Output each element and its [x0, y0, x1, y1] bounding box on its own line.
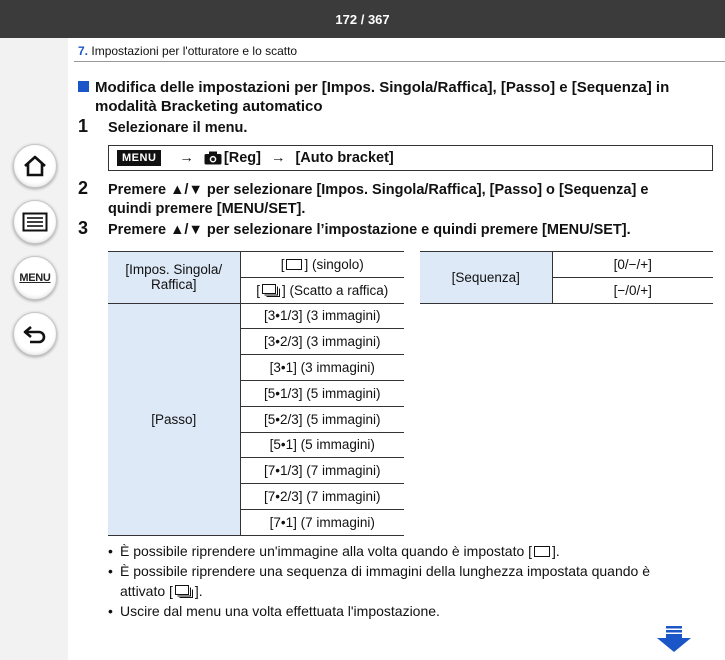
section-title-line1: Modifica delle impostazioni per [Impos. Singola/Raffica], [Passo] e [Sequenza] in: [95, 79, 670, 96]
note-1-text-b: ].: [552, 543, 560, 559]
table-row: [420, 252, 713, 278]
home-button[interactable]: [13, 144, 57, 188]
chapter-number: 7.: [78, 44, 89, 58]
sequence-value-cell: [−/0/+]: [552, 277, 713, 303]
note-2-line2-b: ].: [194, 583, 203, 599]
single-value-cell: [ ] (singolo): [240, 252, 404, 278]
step-value-cell: [7•1] (7 immagini): [240, 509, 404, 535]
section-title-line2: modalità Bracketing automatico: [95, 98, 323, 115]
step-value-cell: [3•1/3] (3 immagini): [240, 303, 404, 329]
menu-path-item-auto-bracket: [Auto bracket]: [295, 150, 394, 166]
menu-badge: MENU: [117, 150, 161, 166]
step-value-cell: [3•2/3] (3 immagini): [240, 329, 404, 355]
burst-shot-icon: [175, 585, 193, 598]
single-burst-header: [108, 252, 240, 304]
step-value-cell: [5•1] (5 immagini): [240, 432, 404, 458]
home-icon: [22, 154, 48, 178]
sequence-header: [Sequenza]: [420, 252, 552, 304]
step-value-cell: [7•1/3] (7 immagini): [240, 458, 404, 484]
back-button[interactable]: [13, 312, 57, 356]
sequence-table: [420, 251, 713, 304]
step-value-cell: [3•1] (3 immagini): [240, 355, 404, 381]
toc-button[interactable]: [13, 200, 57, 244]
step-value-cell: [7•2/3] (7 immagini): [240, 484, 404, 510]
camera-icon: [204, 151, 222, 165]
step-2-number: 2: [78, 178, 89, 198]
menu-path-box: [108, 145, 713, 171]
list-icon: [22, 212, 48, 232]
chapter-title: Impostazioni per l'otturatore e lo scatto: [91, 44, 298, 58]
section-marker-icon: [78, 81, 89, 92]
notes-list: [108, 541, 718, 621]
note-3-text: Uscire dal menu una volta effettuata l'impostazione.: [120, 603, 440, 619]
menu-button[interactable]: [13, 256, 57, 300]
menu-path-arrow-1: →: [179, 150, 194, 166]
step-header: [Passo]: [108, 303, 240, 535]
page-current: 172: [335, 11, 358, 27]
step-3-text: Premere ▲/▼ per selezionare l’impostazione e quindi premere [MENU/SET].: [108, 222, 631, 238]
step-1-text: Selezionare il menu.: [108, 120, 248, 136]
menu-path-item-reg: [Reg]: [223, 150, 261, 166]
table-row: [108, 252, 404, 278]
sequence-value-cell: [0/−/+]: [552, 252, 713, 278]
back-arrow-icon: [22, 323, 48, 345]
note-1-text-a: È possibile riprendere un'immagine alla volta quando è impostato [: [120, 543, 533, 559]
step-2-text-line2: quindi premere [MENU/SET].: [108, 201, 306, 217]
note-item: [108, 601, 718, 621]
single-value-label: ] (singolo): [304, 256, 364, 272]
page-separator: /: [360, 11, 365, 27]
step-value-cell: [5•2/3] (5 immagini): [240, 406, 404, 432]
note-item: [108, 541, 718, 561]
settings-table: [108, 251, 404, 536]
burst-value-label: ] (Scatto a raffica): [281, 282, 389, 298]
single-burst-header-line1: [Impos. Singola/: [125, 262, 223, 278]
page: [0, 38, 725, 660]
step-1-number: 1: [78, 116, 89, 136]
burst-shot-icon: [262, 284, 280, 297]
step-3-number: 3: [78, 218, 89, 238]
content-area: [68, 38, 725, 660]
single-shot-icon: [286, 259, 302, 270]
note-item: [108, 561, 718, 601]
page-total: 367: [367, 11, 390, 27]
page-indicator-bar: [0, 0, 725, 38]
sidebar-nav: [0, 38, 68, 660]
step-value-cell: [5•1/3] (5 immagini): [240, 380, 404, 406]
single-burst-header-line2: Raffica]: [150, 277, 197, 293]
burst-value-cell: [ ] (Scatto a raffica): [240, 277, 404, 303]
header-divider: [74, 61, 725, 62]
next-page-arrow-icon[interactable]: [657, 626, 691, 652]
section-title: [78, 78, 718, 116]
note-2-line2-a: attivato [: [120, 583, 173, 599]
menu-path-arrow-2: →: [270, 150, 286, 166]
step-2-text: [108, 181, 718, 219]
chapter-header: [78, 44, 297, 58]
table-row: [108, 303, 404, 329]
note-2-line1: È possibile riprendere una sequenza di immagini della lunghezza impostata quando è: [120, 563, 651, 579]
step-2-text-line1: Premere ▲/▼ per selezionare [Impos. Singola/Raffica], [Passo] o [Sequenza] e: [108, 182, 649, 198]
single-shot-icon: [534, 546, 550, 557]
menu-button-label: MENU: [19, 272, 51, 284]
